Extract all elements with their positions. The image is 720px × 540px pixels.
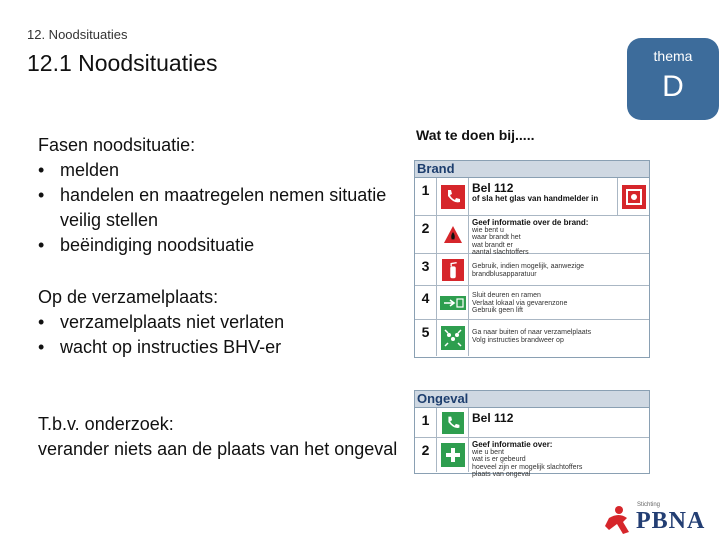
- pbna-logo: [603, 502, 715, 536]
- flame-icon: [437, 216, 469, 253]
- brand-title: Brand: [415, 161, 649, 178]
- row-text: waar brandt het: [472, 234, 521, 241]
- phone-icon: [437, 408, 469, 437]
- logo-mark-icon: [603, 504, 633, 536]
- table-row: [415, 320, 649, 356]
- table-row: [415, 254, 649, 286]
- table-row: [415, 286, 649, 320]
- first-aid-icon: [437, 438, 469, 472]
- row-sub: of sla het glas van handmelder in: [472, 194, 599, 203]
- theme-label: thema: [653, 48, 693, 64]
- row-text: Sluit deuren en ramen: [472, 292, 541, 299]
- row-number: 1: [415, 408, 437, 437]
- row-text: Geef informatie over:: [472, 440, 553, 449]
- table-row: [415, 408, 649, 438]
- row-number: 2: [415, 216, 437, 253]
- row-text: wie bent u: [472, 226, 504, 234]
- row-main: Bel 112: [472, 411, 514, 425]
- investigation-text: verander niets aan de plaats van het ongeval: [38, 439, 398, 459]
- logo-name: PBNA: [636, 508, 706, 534]
- page-title: 12.1 Noodsituaties: [27, 50, 218, 76]
- ongeval-card: [414, 390, 650, 478]
- list-item: • wacht op instructies BHV-er: [38, 335, 398, 360]
- row-main: Bel 112: [472, 181, 514, 195]
- row-number: 5: [415, 320, 437, 356]
- row-text: Gebruik geen lift: [472, 307, 523, 314]
- row-number: 2: [415, 438, 437, 472]
- phases-heading: Fasen noodsituatie:: [38, 135, 196, 155]
- theme-badge: [627, 38, 719, 120]
- brand-card: [414, 160, 650, 358]
- row-text: aantal slachtoffers: [472, 249, 529, 256]
- figure-heading: Wat te doen bij.....: [416, 127, 535, 143]
- row-text: hoeveel zijn er mogelijk slachtoffers: [472, 463, 583, 471]
- logo-subtitle: Stichting: [637, 502, 661, 508]
- row-text: Volg instructies brandweer op: [472, 336, 564, 344]
- extinguisher-icon: [437, 254, 469, 285]
- phases-list: [38, 158, 398, 258]
- ongeval-title: Ongeval: [415, 391, 649, 408]
- row-text: wat is er gebeurd: [472, 456, 526, 463]
- row-text: Geef informatie over de brand:: [472, 218, 589, 227]
- breadcrumb: 12. Noodsituaties: [27, 27, 128, 42]
- table-row: [415, 438, 649, 478]
- row-number: 3: [415, 254, 437, 285]
- table-row: [415, 178, 649, 216]
- list-item: • verzamelplaats niet verlaten: [38, 310, 398, 335]
- row-number: 4: [415, 286, 437, 319]
- phone-icon: [437, 178, 469, 215]
- assembly-list: [38, 310, 398, 360]
- fire-alarm-icon: [617, 178, 649, 215]
- row-text: Ga naar buiten of naar verzamelplaats: [472, 329, 592, 336]
- row-text: Verlaat lokaal via gevarenzone: [472, 299, 568, 307]
- row-text: wie u bent: [472, 448, 504, 456]
- row-text: Gebruik, indien mogelijk, aanwezige brandblusapparatuur: [472, 263, 585, 278]
- exit-door-icon: [437, 286, 469, 319]
- assembly-heading: Op de verzamelplaats:: [38, 287, 219, 307]
- list-item: • melden: [38, 158, 398, 183]
- assembly-point-icon: [437, 320, 469, 356]
- row-number: 1: [415, 178, 437, 215]
- investigation-heading: T.b.v. onderzoek:: [38, 414, 174, 434]
- content-text: [38, 133, 398, 462]
- theme-letter: D: [662, 70, 684, 103]
- row-text: plaats van ongeval: [472, 471, 531, 478]
- list-item: • handelen en maatregelen nemen situatie veilig stellen: [38, 183, 398, 233]
- list-item: • beëindiging noodsituatie: [38, 233, 398, 258]
- row-text: wat brandt er: [472, 241, 513, 249]
- table-row: [415, 216, 649, 254]
